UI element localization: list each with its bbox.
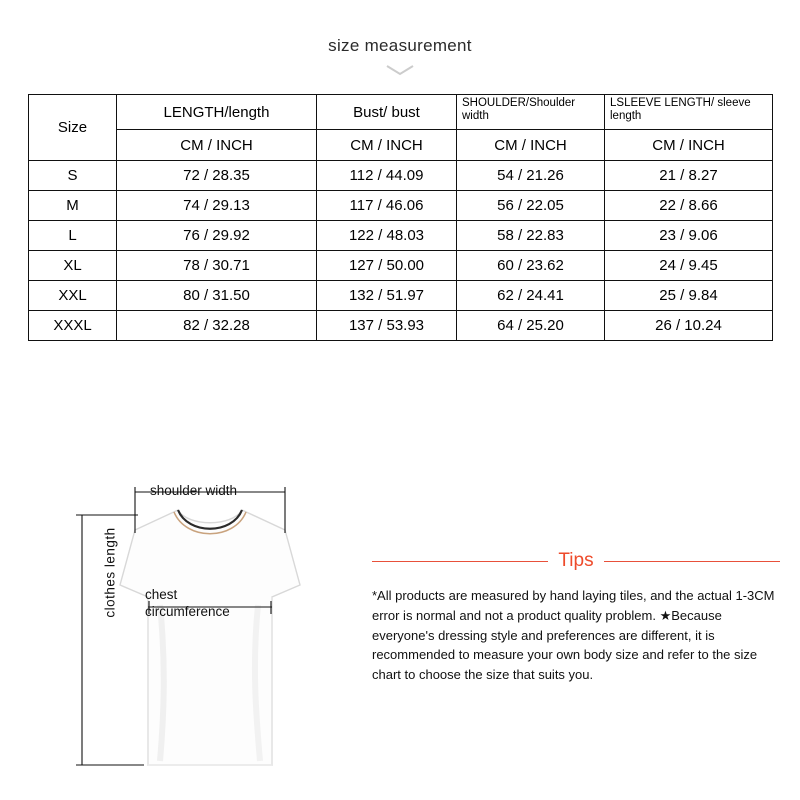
table-corner-size-label: Size [29, 95, 117, 161]
unit-length: CM / INCH [117, 130, 317, 161]
row-shoulder-value: 64 / 25.20 [457, 311, 605, 341]
table-unit-row [29, 130, 773, 161]
row-shoulder-value: 58 / 22.83 [457, 221, 605, 251]
tips-header [372, 550, 780, 572]
row-bust-value: 117 / 46.06 [317, 191, 457, 221]
table-header-length: LENGTH/length [117, 95, 317, 130]
row-size-label: S [29, 161, 117, 191]
tips-divider-right [604, 561, 780, 562]
row-size-label: M [29, 191, 117, 221]
chest-label-line-2: circumference [145, 603, 230, 619]
row-shoulder-value: 54 / 21.26 [457, 161, 605, 191]
table-row [29, 311, 773, 341]
page-header [0, 0, 800, 76]
unit-shoulder: CM / INCH [457, 130, 605, 161]
row-length-value: 74 / 29.13 [117, 191, 317, 221]
table-header-bust: Bust/ bust [317, 95, 457, 130]
row-sleeve-value: 24 / 9.45 [605, 251, 773, 281]
row-sleeve-value: 22 / 8.66 [605, 191, 773, 221]
table-row [29, 251, 773, 281]
row-length-value: 72 / 28.35 [117, 161, 317, 191]
row-sleeve-value: 23 / 9.06 [605, 221, 773, 251]
row-length-value: 76 / 29.92 [117, 221, 317, 251]
shoulder-width-label: shoulder width [150, 483, 238, 498]
row-sleeve-value: 26 / 10.24 [605, 311, 773, 341]
row-sleeve-value: 25 / 9.84 [605, 281, 773, 311]
row-sleeve-value: 21 / 8.27 [605, 161, 773, 191]
row-size-label: XL [29, 251, 117, 281]
size-chart-table [28, 94, 772, 341]
row-shoulder-value: 60 / 23.62 [457, 251, 605, 281]
row-bust-value: 112 / 44.09 [317, 161, 457, 191]
table-header-row [29, 95, 773, 130]
tshirt-diagram [60, 465, 360, 795]
tips-divider-left [372, 561, 548, 562]
row-length-value: 78 / 30.71 [117, 251, 317, 281]
row-shoulder-value: 62 / 24.41 [457, 281, 605, 311]
page-title: size measurement [328, 36, 472, 55]
row-bust-value: 132 / 51.97 [317, 281, 457, 311]
chest-label-line-1: chest [145, 587, 178, 602]
unit-bust: CM / INCH [317, 130, 457, 161]
row-size-label: L [29, 221, 117, 251]
table-row [29, 161, 773, 191]
table-row [29, 221, 773, 251]
table-row [29, 281, 773, 311]
chevron-down-icon [0, 64, 800, 76]
unit-sleeve: CM / INCH [605, 130, 773, 161]
row-shoulder-value: 56 / 22.05 [457, 191, 605, 221]
clothes-length-label: clothes length [102, 527, 118, 618]
row-bust-value: 127 / 50.00 [317, 251, 457, 281]
row-bust-value: 137 / 53.93 [317, 311, 457, 341]
row-length-value: 80 / 31.50 [117, 281, 317, 311]
row-length-value: 82 / 32.28 [117, 311, 317, 341]
table-row [29, 191, 773, 221]
row-size-label: XXXL [29, 311, 117, 341]
measurement-guide-section [0, 455, 800, 800]
tips-panel [372, 550, 780, 685]
tips-title: Tips [558, 550, 594, 571]
row-size-label: XXL [29, 281, 117, 311]
chest-circumference-label [145, 587, 230, 621]
table-header-shoulder: SHOULDER/Shoulder width [457, 95, 605, 130]
table-header-sleeve: LSLEEVE LENGTH/ sleeve length [605, 95, 773, 130]
row-bust-value: 122 / 48.03 [317, 221, 457, 251]
tips-body-text: *All products are measured by hand laying tiles, and the actual 1-3CM error is normal and not a product quality problem. ★Because everyone's dressing style and preferences are different, it is recommended to measure your own body size and refer to the size chart to choose the size that suits you. [372, 588, 775, 682]
